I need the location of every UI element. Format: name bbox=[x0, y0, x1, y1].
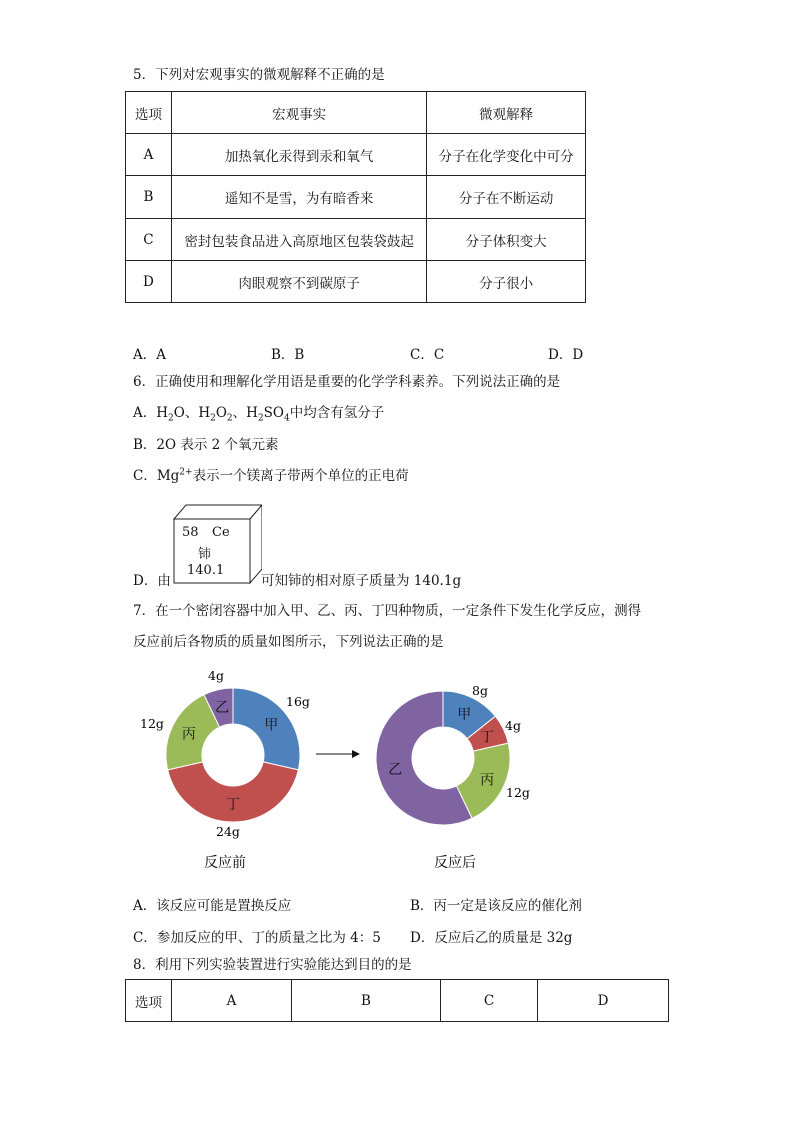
q7-stem-line2: 反应前后各物质的质量如图所示，下列说法正确的是 bbox=[133, 634, 444, 650]
chart-title-before: 反应前 bbox=[204, 855, 246, 871]
q6-option-d-prefix[interactable]: D．由 bbox=[133, 573, 171, 589]
option-prefix: C．Mg bbox=[133, 468, 180, 484]
q5-option-d[interactable]: D．D bbox=[548, 347, 584, 363]
donut-chart-before bbox=[166, 688, 300, 822]
element-name: 铈 bbox=[198, 547, 212, 562]
label-after-jia: 8g bbox=[472, 683, 488, 698]
option-text: 表示一个镁离子带两个单位的正电荷 bbox=[192, 468, 409, 484]
table-header-cell: D bbox=[538, 980, 669, 1022]
table-header-cell: A bbox=[172, 980, 292, 1022]
formula-subscript: 2 bbox=[168, 413, 174, 424]
label-after-ding: 4g bbox=[505, 718, 521, 733]
q8-stem: 8．利用下列实验装置进行实验能达到目的的是 bbox=[133, 957, 412, 973]
formula-part: O bbox=[215, 405, 227, 421]
formula-subscript: 4 bbox=[284, 413, 290, 424]
option-text: 中均含有氢分子 bbox=[289, 405, 385, 421]
q7-stem-line1: 7．在一个密闭容器中加入甲、乙、丙、丁四种物质，一定条件下发生化学反应，测得 bbox=[133, 603, 642, 619]
table-cell: D bbox=[126, 261, 172, 303]
q5-option-b[interactable]: B．B bbox=[271, 347, 305, 363]
table-header-cell: C bbox=[441, 980, 538, 1022]
formula-subscript: 2 bbox=[226, 413, 233, 424]
donut-slice-name: 甲 bbox=[264, 717, 279, 734]
table-cell: 肉眼观察不到碳原子 bbox=[171, 261, 426, 303]
table-cell: B bbox=[126, 176, 172, 219]
donut-slice-name: 甲 bbox=[457, 706, 472, 723]
formula-subscript: 2 bbox=[257, 413, 264, 424]
donut-chart-after bbox=[376, 691, 510, 825]
q6-stem: 6．正确使用和理解化学用语是重要的化学学科素养。下列说法正确的是 bbox=[133, 374, 561, 390]
table-row bbox=[126, 261, 586, 303]
donut-slice-name: 乙 bbox=[215, 700, 230, 717]
formula-subscript: 2 bbox=[210, 413, 216, 424]
label-before-bing: 12g bbox=[140, 716, 164, 731]
donut-slice-name: 丙 bbox=[480, 772, 495, 789]
table-header-row bbox=[126, 92, 586, 134]
table-row bbox=[126, 219, 586, 261]
donut-slice-name: 丙 bbox=[181, 726, 196, 743]
table-cell: A bbox=[126, 134, 172, 176]
q7-option-d[interactable]: D．反应后乙的质量是 32g bbox=[410, 930, 573, 946]
table-header-cell: 微观解释 bbox=[427, 92, 586, 134]
q6-option-d-text: 可知铈的相对原子质量为 140.1g bbox=[261, 573, 462, 589]
table-cell: C bbox=[126, 219, 172, 261]
q7-donut-charts bbox=[120, 660, 560, 880]
donut-slice-name: 乙 bbox=[388, 761, 403, 778]
table-cell: 遥知不是雪，为有暗香来 bbox=[171, 176, 426, 219]
label-after-bing: 12g bbox=[506, 785, 530, 800]
q7-option-a[interactable]: A．该反应可能是置换反应 bbox=[133, 898, 292, 914]
q6-option-c[interactable] bbox=[133, 468, 409, 484]
element-symbol: Ce bbox=[212, 525, 230, 540]
q6-option-b[interactable]: B．2O 表示 2 个氧元素 bbox=[133, 437, 279, 453]
ion-charge-superscript: 2+ bbox=[179, 467, 193, 478]
table-header-cell: 选项 bbox=[126, 980, 172, 1022]
q7-option-c[interactable]: C．参加反应的甲、丁的质量之比为 4：5 bbox=[133, 930, 381, 946]
q6-option-a[interactable] bbox=[133, 405, 385, 424]
element-mass: 140.1 bbox=[187, 563, 225, 578]
table-row bbox=[126, 176, 586, 219]
label-before-ding: 24g bbox=[216, 824, 240, 839]
table-cell: 分子体积变大 bbox=[427, 219, 586, 261]
option-prefix: A． bbox=[133, 405, 157, 421]
q5-table bbox=[125, 91, 586, 303]
table-header-cell: 选项 bbox=[126, 92, 172, 134]
table-header-row bbox=[126, 980, 669, 1022]
donut-slice-name: 丁 bbox=[226, 797, 240, 813]
table-row bbox=[126, 134, 586, 176]
formula-part: 、H bbox=[232, 405, 258, 421]
reaction-arrow-icon bbox=[316, 750, 360, 758]
formula-part: SO bbox=[263, 405, 284, 421]
table-header-cell: 宏观事实 bbox=[171, 92, 426, 134]
table-header-cell: B bbox=[292, 980, 441, 1022]
element-atomic-number: 58 bbox=[182, 525, 199, 540]
q8-table bbox=[125, 979, 669, 1022]
formula-part: H bbox=[156, 405, 169, 421]
q7-option-b[interactable]: B．丙一定是该反应的催化剂 bbox=[410, 898, 582, 914]
table-cell: 分子在不断运动 bbox=[427, 176, 586, 219]
chart-title-after: 反应后 bbox=[434, 855, 476, 871]
donut-slice-name: 丁 bbox=[480, 729, 495, 746]
table-cell: 分子很小 bbox=[427, 261, 586, 303]
label-before-yi: 4g bbox=[208, 668, 224, 683]
table-cell: 分子在化学变化中可分 bbox=[427, 134, 586, 176]
formula-part: O、H bbox=[173, 405, 211, 421]
table-cell: 加热氧化汞得到汞和氧气 bbox=[171, 134, 426, 176]
label-before-jia: 16g bbox=[286, 694, 310, 709]
q5-stem: 5．下列对宏观事实的微观解释不正确的是 bbox=[133, 67, 385, 83]
q5-option-c[interactable]: C．C bbox=[410, 347, 445, 363]
q5-option-a[interactable]: A．A bbox=[133, 347, 166, 363]
table-cell: 密封包装食品进入高原地区包装袋鼓起 bbox=[171, 219, 426, 261]
